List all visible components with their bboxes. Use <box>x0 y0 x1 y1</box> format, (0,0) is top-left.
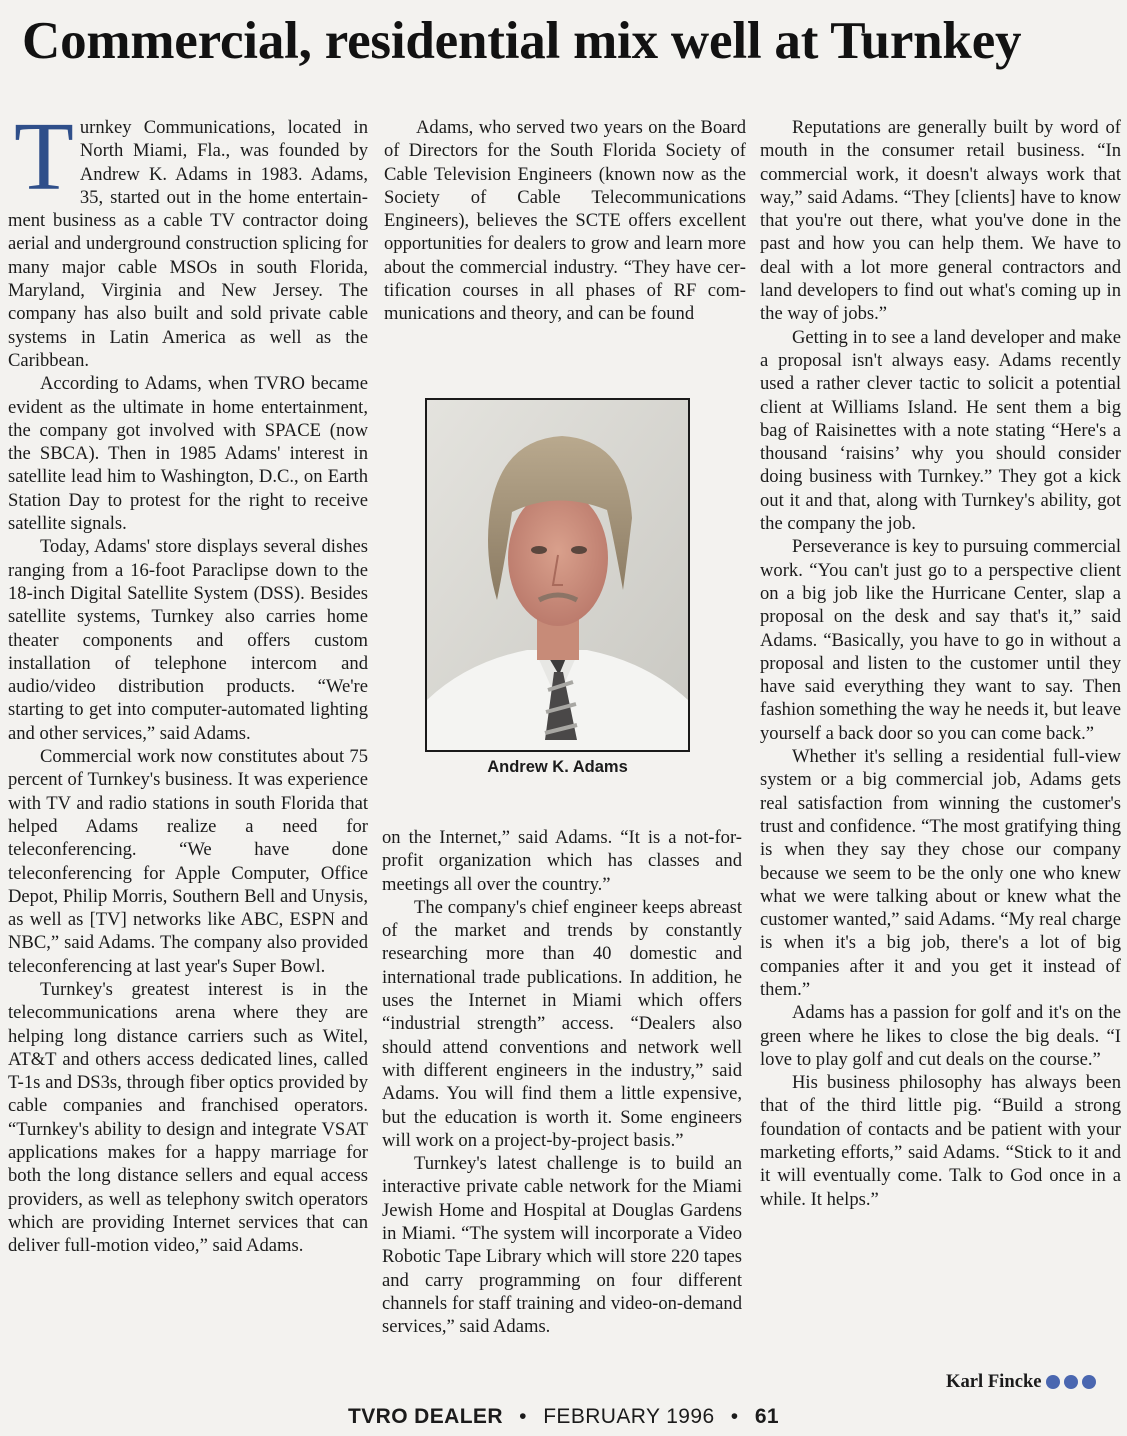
publication-name: TVRO DEALER <box>348 1405 503 1428</box>
end-bullet-icon <box>1082 1375 1096 1389</box>
separator: • <box>519 1405 527 1428</box>
headline: Commercial, residential mix well at Turnkey <box>22 12 1022 70</box>
byline <box>946 1371 1096 1393</box>
paragraph: His business philosophy has always been that of the third little pig. “Build a strong foundation of contacts and be patient with your marketing efforts,” said Adams. “Stick to it and it will eventually come. Talk to God once in a while. It helps.” <box>760 1072 1121 1210</box>
paragraph: Turnkey's greatest interest is in the telecommunications arena where they are helping long distance carriers such as Witel, AT&T and others access dedicated lines, called T-1s and DS3s, through fiber optics provided by cable companies and franchised operators. “Turnkey's ability to design and integrate VSAT applications makes for a happy marriage for both the long distance sellers and equal access providers, as well as telephony switch operators which are providing Internet services that can deliver full-motion video,” said Adams. <box>8 978 368 1257</box>
page-number: 61 <box>754 1405 779 1428</box>
paragraph: Commercial work now constitutes about 75 percent of Turnkey's business. It was experience with TV and radio stations in south Florida that helped Adams realize a need for teleconferencing. “We have done teleconferencing for Apple Computer, Office Depot, Philip Morris, Southern Bell and Unysis, as well as [TV] networks like ABC, ESPN and NBC,” said Adams. The company also provided teleconferencing at last year's Super Bowl. <box>8 746 368 977</box>
paragraph: Reputations are generally built by word of mouth in the consumer retail business. “In commercial work, it doesn't always work that way,” said Adams. “They [clients] have to know that you're out there, what you've done in the past and how you can help them. We have to deal with a lot more general contractors and land developers to find out what's coming up in the way of jobs.” <box>760 117 1121 325</box>
page-footer <box>0 1405 1127 1429</box>
paragraph: The company's chief engineer keeps abreast of the market and trends by constantly researching more than 40 domestic and international trade publications. In addition, he uses the Internet in Miami which offers “industrial strength” access. “Dealers also should attend conventions and network well with different engineers in the industry,” said Adams. You will find them a little expensive, but the education is worth it. Some engineers will work on a project-by-project basis.” <box>382 896 742 1151</box>
paragraph: Adams has a passion for golf and it's on the green where he likes to close the big deals. “I love to play golf and cut deals on the course.” <box>760 1002 1121 1070</box>
paragraph: Getting in to see a land developer and make a proposal isn't always easy. Adams recently used a rather clever tactic to solicit a potential client at Williams Island. He sent them a big bag of Raisinettes with a note stating “Here's a thousand ‘raisins’ why you should consider doing business with Turnkey.” They got a kick out it and that, along with Turnkey's ability, got the company the job. <box>760 326 1121 535</box>
issue-date: FEBRUARY 1996 <box>543 1405 715 1428</box>
end-bullet-icon <box>1064 1375 1078 1389</box>
paragraph: According to Adams, when TVRO became evident as the ultimate in home entertainment, the company got involved with SPACE (now the SBCA). Then in 1985 Adams' interest in satellite lead him to Washington, D.C., on Earth Station Day to protest for the right to receive satellite signals. <box>8 373 368 535</box>
drop-cap: T <box>14 103 74 211</box>
column-2-bottom <box>382 826 742 1339</box>
paragraph: Turnkey's latest challenge is to build an interactive private cable network for the Miami Jewish Home and Hospital at Douglas Gardens in Miami. “The system will incorporate a Video Robotic Tape Library which will store 220 tapes and carry programming on four different channels for staff training and video-on-demand services,” said Adams. <box>382 1153 742 1338</box>
column-1 <box>8 103 368 1258</box>
end-bullet-icon <box>1046 1375 1060 1389</box>
photo-caption: Andrew K. Adams <box>487 758 628 776</box>
paragraph: on the Internet,” said Adams. “It is a not-for-profit organization which has classes and meetings all over the country.” <box>382 827 742 895</box>
column-3 <box>760 116 1121 1211</box>
author-name: Karl Fincke <box>946 1371 1042 1392</box>
portrait-photo <box>425 398 690 752</box>
paragraph: Whether it's selling a residential full-view system or a big commercial job, Adams gets real satisfaction from winning the customer's trust and confidence. “The most gratifying thing is when they say they chose our company because we seem to be the only one who knew what we were talking about or knew what the customer wanted,” said Adams. “My real charge is when it's a big job, there's a lot of big companies after it and you get it instead of them.” <box>760 746 1121 1000</box>
paragraph: Turnkey Communications, located in North Miami, Fla., was founded by Andrew K. Adams in 1983. Adams, 35, started out in the home entertainment business as a cable TV contractor doing aerial and underground construction splicing for many major cable MSOs in south Florida, Maryland, Virginia and New Jersey. The company has also built and sold private cable systems in Latin America as well as the Caribbean. <box>8 103 368 371</box>
separator: • <box>730 1405 739 1428</box>
paragraph: Perseverance is key to pursuing commercial work. “You can't just go to a perspective client on a big job like the Hurricane Center, slap a proposal on the desk and say that's it,” said Adams. “Basically, you have to go in without a proposal and listen to the customer until they have said everything they want to say. Then fashion something the way he needs it, but leave yourself a back door so you can come back.” <box>760 536 1121 744</box>
paragraph: Today, Adams' store displays several dishes ranging from a 16-foot Paraclipse down to the 18-inch Digital Satellite System (DSS). Besides satellite systems, Turnkey also carries home theater components and offers custom installation of telephone intercom and audio/video distribution products. “We're starting to get into computer-automated lighting and other services,” said Adams. <box>8 536 368 744</box>
paragraph: Adams, who served two years on the Board of Directors for the South Florida Society of Cable Television Engineers (known now as the Society of Cable Telecommunications Engineers), believes the SCTE offers excellent opportunities for dealers to grow and learn more about the commercial industry. “They have certification courses in all phases of RF communications and theory, and can be found <box>384 117 746 325</box>
column-2-top <box>384 116 746 326</box>
